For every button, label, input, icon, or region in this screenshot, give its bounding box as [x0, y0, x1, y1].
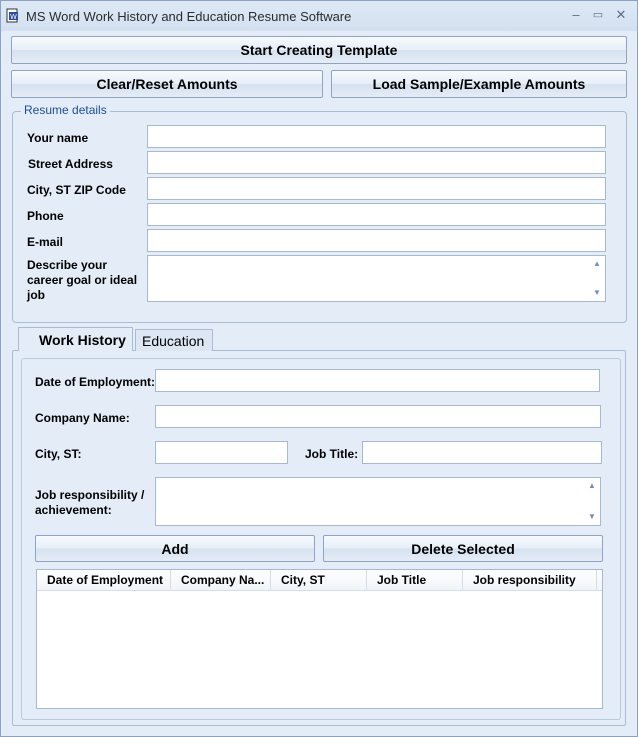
career-goal-label: Describe your career goal or ideal job — [27, 258, 138, 302]
date-employment-input[interactable] — [155, 369, 600, 392]
job-title-label: Job Title: — [305, 447, 359, 461]
job-title-input[interactable] — [362, 441, 602, 464]
name-label: Your name — [27, 131, 89, 145]
column-company-name[interactable]: Company Na... — [171, 570, 271, 590]
career-goal-scrollbar[interactable] — [589, 256, 605, 301]
phone-input[interactable] — [147, 203, 606, 226]
column-date-employment[interactable]: Date of Employment — [37, 570, 171, 590]
clear-reset-button[interactable]: Clear/Reset Amounts — [11, 70, 323, 98]
date-employment-label: Date of Employment: — [35, 375, 156, 389]
email-input[interactable] — [147, 229, 606, 252]
address-label: Street Address — [28, 157, 113, 171]
address-input[interactable] — [147, 151, 606, 174]
work-city-label: City, ST: — [35, 447, 82, 461]
minimize-icon[interactable]: – — [572, 7, 580, 22]
job-responsibility-scrollbar[interactable] — [584, 478, 600, 525]
title-bar[interactable] — [1, 1, 637, 31]
career-goal-input[interactable] — [147, 255, 606, 302]
tab-work-history[interactable]: Work History — [18, 327, 133, 351]
column-city-st[interactable]: City, ST — [271, 570, 367, 590]
company-name-label: Company Name: — [35, 411, 130, 425]
window-title: MS Word Work History and Education Resume Software — [26, 9, 352, 24]
work-city-input[interactable] — [155, 441, 288, 464]
column-job-title[interactable]: Job Title — [367, 570, 463, 590]
list-header — [37, 570, 603, 591]
city-zip-input[interactable] — [147, 177, 606, 200]
delete-selected-button[interactable]: Delete Selected — [323, 535, 603, 562]
phone-label: Phone — [27, 209, 64, 223]
app-icon — [6, 8, 20, 23]
start-template-button[interactable]: Start Creating Template — [11, 36, 627, 64]
load-sample-button[interactable]: Load Sample/Example Amounts — [331, 70, 627, 98]
name-input[interactable] — [147, 125, 606, 148]
career-goal-box — [147, 255, 606, 302]
scroll-down-icon[interactable]: ▼ — [588, 512, 596, 521]
tab-education[interactable]: Education — [135, 329, 213, 351]
svg-text:W: W — [10, 13, 17, 21]
city-zip-label: City, ST ZIP Code — [27, 183, 126, 197]
scroll-up-icon[interactable]: ▲ — [593, 259, 601, 268]
work-history-list[interactable] — [36, 569, 603, 709]
add-button[interactable]: Add — [35, 535, 315, 562]
email-label: E-mail — [27, 235, 64, 249]
scroll-down-icon[interactable]: ▼ — [593, 288, 601, 297]
maximize-icon[interactable]: ▭ — [592, 9, 604, 21]
job-responsibility-label: Job responsibility / achievement: — [35, 488, 145, 517]
close-icon[interactable]: ✕ — [615, 7, 627, 22]
column-job-responsibility[interactable]: Job responsibility — [463, 570, 597, 590]
scroll-up-icon[interactable]: ▲ — [588, 481, 596, 490]
job-responsibility-input[interactable] — [155, 477, 601, 526]
company-name-input[interactable] — [155, 405, 601, 428]
resume-details-title: Resume details — [21, 103, 110, 117]
job-responsibility-box — [155, 477, 601, 526]
